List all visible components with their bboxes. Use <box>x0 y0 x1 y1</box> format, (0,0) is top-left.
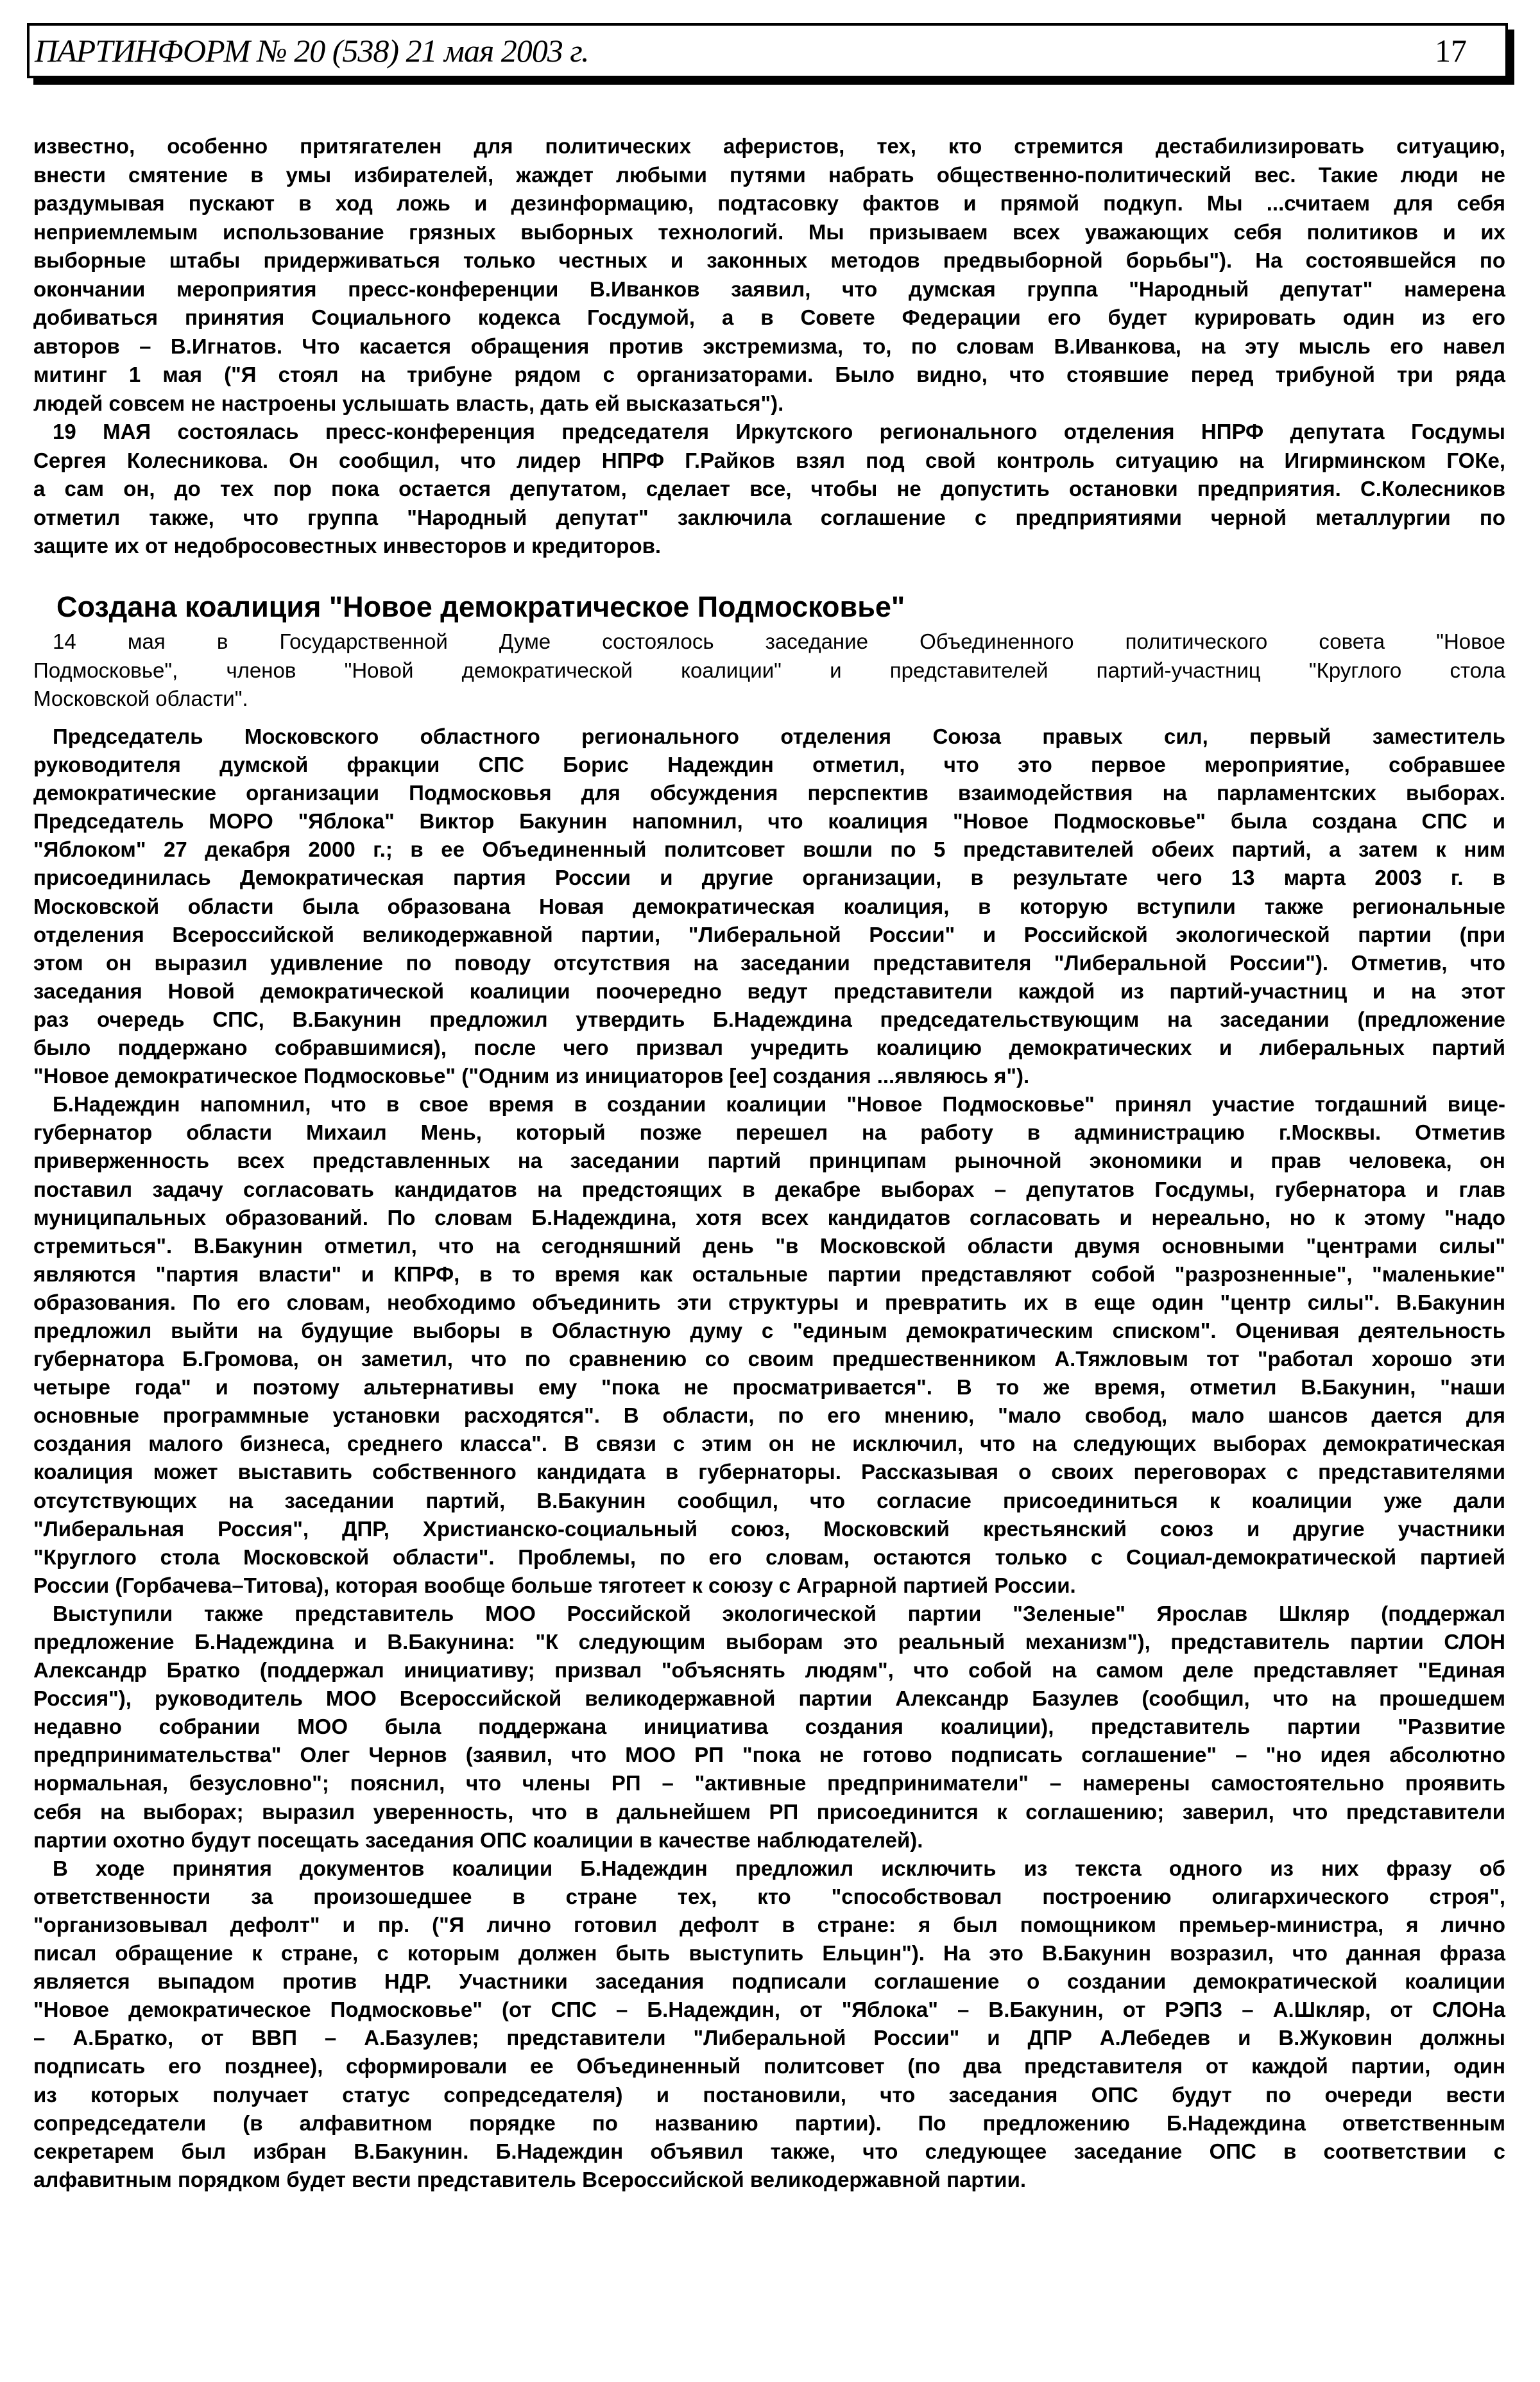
text-line: Сергея Колесникова. Он сообщил, что лидер НПРФ Г.Райков взял под свой контроль ситуацию на Игирминском ГОКе, <box>33 448 1505 472</box>
text-line: сопредседатели (в алфавитном порядке по названию партии). По предложению Б.Надеждина ответственным <box>33 2111 1505 2135</box>
text-line: авторов – В.Игнатов. Что касается обращения против экстремизма, то, по словам В.Иванкова, на эту мысль его навел <box>33 334 1505 358</box>
text-line: раз очередь СПС, В.Бакунин предложил утвердить Б.Надеждина председательствующим на заседании (предложение <box>33 1007 1505 1031</box>
text-line: окончании мероприятия пресс-конференции В.Иванков заявил, что думская группа "Народный депутат" намерена <box>33 277 1505 301</box>
text-line: основные программные установки расходятся". В области, по его мнению, "мало свобод, мало шансов дается для <box>33 1403 1505 1428</box>
text-line: демократические организации Подмосковья для обсуждения перспектив взаимодействия на парламентских выборах. <box>33 781 1505 805</box>
top-article-continuation <box>33 132 1505 561</box>
text-line: является выпадом против НДР. Участники заседания подписали соглашение о создании демократической коалиции <box>33 1969 1505 1994</box>
text-line: являются "партия власти" и КПРФ, в то время как остальные партии представляют собой "разрозненные", "маленькие" <box>33 1262 1505 1286</box>
text-line: губернатора Б.Громова, он заметил, что по сравнению со своим предшественником А.Тяжловым тот "работал хорошо эти <box>33 1347 1505 1371</box>
text-line: неприемлемым использование грязных выборных технологий. Мы призываем всех уважающих себя политиков и их <box>33 219 1505 244</box>
text-line: Б.Надеждин напомнил, что в свое время в создании коалиции "Новое Подмосковье" принял участие тогдашний вице- <box>53 1092 1505 1117</box>
text-line: защите их от недобросовестных инвесторов и кредиторов. <box>33 534 662 558</box>
text-line: предпринимательства" Олег Чернов (заявил, что МОО РП "пока не готово подписать соглашение" – "но идея абсолютно <box>33 1743 1505 1767</box>
text-line: Председатель МОРО "Яблока" Виктор Бакунин напомнил, что коалиция "Новое Подмосковье" была создана СПС и <box>33 809 1505 834</box>
text-line: "Новое демократическое Подмосковье" ("Одним из инициаторов [ее] создания ...являюсь я"). <box>33 1064 1030 1088</box>
text-line: внести смятение в умы избирателей, жаждет любыми путями набрать общественно-политический вес. Такие люди не <box>33 162 1505 187</box>
paragraph <box>33 418 1505 561</box>
paragraph <box>33 628 1505 714</box>
text-line: отметил также, что группа "Народный депутат" заключила соглашение с предприятиями черной металлургии по <box>33 505 1505 529</box>
paragraph <box>33 1600 1505 1855</box>
text-line: В ходе принятия документов коалиции Б.Надеждин предложил исключить из текста одного из них фразу об <box>53 1856 1505 1880</box>
text-line: "Либеральная Россия", ДПР, Христианско-социальный союз, Московский крестьянский союз и другие участники <box>33 1516 1505 1541</box>
text-line: отсутствующих на заседании партий, В.Бакунин сообщил, что согласие присоединиться к коалиции уже дали <box>33 1488 1505 1512</box>
text-line: "организовывал дефолт" и пр. ("Я лично готовил дефолт в стране: я был помощником премьер-министра, я лично <box>33 1912 1505 1937</box>
text-line: поставил задачу согласовать кандидатов на предстоящих в декабре выборах – депутатов Госдумы, губернатора и глав <box>33 1177 1505 1201</box>
text-line: секретарем был избран В.Бакунин. Б.Надеждин объявил также, что следующее заседание ОПС в соответствии с <box>33 2139 1505 2163</box>
text-line: образования. По его словам, необходимо объединить эти структуры и превратить их в еще один "центр силы". В.Бакунин <box>33 1290 1505 1314</box>
text-line: подписать его позднее), сформировали ее Объединенный политсовет (по два представителя от каждой партии, один <box>33 2054 1505 2078</box>
text-line: себя на выборах; выразил уверенность, что в дальнейшем РП присоединится к соглашению; заверил, что представители <box>33 1799 1505 1824</box>
text-line: выборные штабы придерживаться только честных и законных методов предвыборной борьбы"). На состоявшейся по <box>33 248 1505 272</box>
text-line: присоединилась Демократическая партия России и другие организации, в результате чего 13 марта 2003 г. в <box>33 866 1505 890</box>
article-heading: Создана коалиция "Новое демократическое Подмосковье" <box>56 590 905 623</box>
text-line: этом он выразил удивление по поводу отсутствия на заседании представителя "Либеральной России"). Отметив, что <box>33 950 1505 975</box>
text-line: Председатель Московского областного регионального отделения Союза правых сил, первый заместитель <box>53 724 1505 748</box>
text-line: руководителя думской фракции СПС Борис Надеждин отметил, что это первое мероприятие, собравшее <box>33 753 1505 777</box>
text-line: Выступили также представитель МОО Российской экологической партии "Зеленые" Ярослав Шкляр (поддержал <box>53 1601 1505 1625</box>
paragraph <box>33 1855 1505 2194</box>
article-lead <box>33 628 1505 714</box>
text-line: стремиться". В.Бакунин отметил, что на сегодняшний день "в Московской области двумя основными "центрами силы" <box>33 1233 1505 1258</box>
text-line: Московской области была образована Новая демократическая коалиция, в которую вступили также региональные <box>33 894 1505 918</box>
text-line: создания малого бизнеса, среднего класса". В связи с этим он не исключил, что на следующих выборах демократическая <box>33 1432 1505 1456</box>
text-line: писал обращение к стране, с которым должен быть выступить Ельцин"). На это В.Бакунин возразил, что данная фраза <box>33 1941 1505 1966</box>
publication-title: ПАРТИНФОРМ № 20 (538) 21 мая 2003 г. <box>35 33 589 69</box>
text-line: раздумывая пускают в ход ложь и дезинформацию, подтасовку фактов и прямой подкуп. Мы ...считаем для себя <box>33 191 1505 215</box>
page-number: 17 <box>1435 33 1467 69</box>
text-line: недавно собрании МОО была поддержана инициатива создания коалиции), представитель партии "Развитие <box>33 1715 1505 1739</box>
paragraph <box>33 1090 1505 1600</box>
text-line: "Яблоком" 27 декабря 2000 г.; в ее Объединенный политсовет вошли по 5 представителей обеих партий, а затем к ним <box>33 837 1505 862</box>
text-line: – А.Братко, от ВВП – А.Базулев; представители "Либеральной России" и ДПР А.Лебедев и В.Жуковин должны <box>33 2026 1505 2050</box>
text-line: четыре года" и поэтому альтернативы ему "пока не просматривается". В то же время, отметил В.Бакунин, "наши <box>33 1375 1505 1400</box>
text-line: партии охотно будут посещать заседания ОПС коалиции в качестве наблюдателей). <box>33 1828 923 1852</box>
text-line: заседания Новой демократической коалиции поочередно ведут представители каждой из партий-участниц и на этот <box>33 979 1505 1003</box>
text-line: отделения Всероссийской великодержавной партии, "Либеральной России" и Российской экологической партии (при <box>33 922 1505 947</box>
text-line: ответственности за произошедшее в стране тех, кто "способствовал построению олигархического строя", <box>33 1884 1505 1908</box>
text-line: России (Горбачева–Титова), которая вообще больше тяготеет к союзу с Аграрной партией России. <box>33 1573 1076 1597</box>
text-line: "Новое демократическое Подмосковье" (от СПС – Б.Надеждин, от "Яблока" – В.Бакунин, от РЭПЗ – А.Шкляр, от СЛОНа <box>33 1998 1505 2022</box>
text-line: Александр Братко (поддержал инициативу; призвал "объяснять людям", что собой на самом деле представляет "Единая <box>33 1658 1505 1683</box>
text-line: приверженность всех представленных на заседании партий принципам рыночной экономики и прав человека, он <box>33 1149 1505 1173</box>
text-line: предложил выйти на будущие выборы в Областную думу с "единым демократическим списком". Оценивая деятельность <box>33 1318 1505 1342</box>
text-line: 19 МАЯ состоялась пресс-конференция председателя Иркутского регионального отделения НПРФ депутата Госдумы <box>53 420 1505 443</box>
article-body <box>33 723 1505 2194</box>
text-line: было поддержано собравшимися), после чего призвал учредить коалицию демократических и либеральных партий <box>33 1036 1505 1060</box>
text-line: известно, особенно притягателен для политических аферистов, тех, кто стремится дестабилизировать ситуацию, <box>33 134 1505 158</box>
text-line: алфавитным порядком будет вести представитель Всероссийской великодержавной партии. <box>33 2167 1027 2191</box>
text-line: Россия"), руководитель МОО Всероссийской великодержавной партии Александр Базулев (сообщил, что на прошедшем <box>33 1686 1505 1711</box>
text-line: нормальная, безусловно"; пояснил, что члены РП – "активные предприниматели" – намерены самостоятельно проявить <box>33 1771 1505 1795</box>
text-line: Подмосковье", членов "Новой демократической коалиции" и представителей партий-участниц "Круглого стола <box>33 658 1505 682</box>
text-line: муниципальных образований. По словам Б.Надеждина, хотя всех кандидатов согласовать и нереально, но к этому "надо <box>33 1205 1505 1230</box>
text-line: людей совсем не настроены услышать власть, дать ей высказаться"). <box>33 391 784 415</box>
text-line: Московской области". <box>33 687 248 710</box>
text-line: "Круглого стола Московской области". Проблемы, по его словам, остаются только с Социал-демократической партией <box>33 1545 1505 1569</box>
text-line: 14 мая в Государственной Думе состоялось заседание Объединенного политического совета "Новое <box>53 630 1505 653</box>
text-line: коалиция может выставить собственного кандидата в губернаторы. Рассказывая о своих переговорах с представителями <box>33 1460 1505 1484</box>
text-line: губернатор области Михаил Мень, который позже перешел на работу в администрацию г.Москвы. Отметив <box>33 1120 1505 1145</box>
text-line: из которых получает статус сопредседателя) и постановили, что заседания ОПС будут по очереди вести <box>33 2082 1505 2107</box>
paragraph <box>33 132 1505 418</box>
text-line: митинг 1 мая ("Я стоял на трибуне рядом с организаторами. Было видно, что стоявшие перед трибуной три ряда <box>33 363 1505 386</box>
text-line: а сам он, до тех пор пока остается депутатом, сделает все, чтобы не допустить остановки предприятия. С.Колесников <box>33 477 1505 501</box>
text-line: предложение Б.Надеждина и В.Бакунина: "К следующим выборам это реальный механизм"), представитель партии СЛОН <box>33 1630 1505 1654</box>
newspaper-header <box>27 23 1508 78</box>
text-line: добиваться принятия Социального кодекса Госдумой, а в Совете Федерации его будет курировать один из его <box>33 305 1505 329</box>
paragraph <box>33 723 1505 1090</box>
